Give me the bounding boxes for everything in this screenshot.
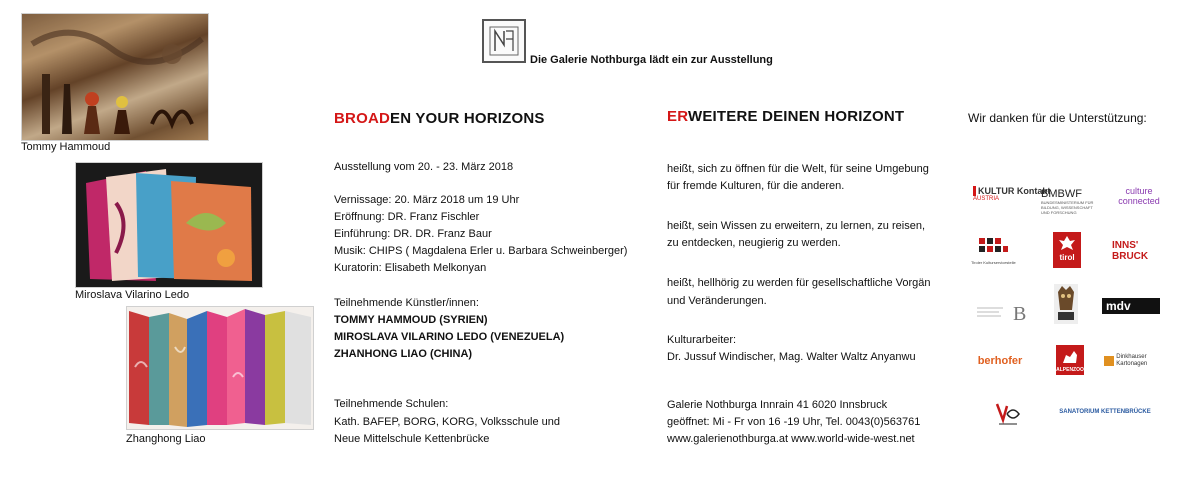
mdv-logo — [1102, 298, 1160, 314]
artist-list-item: ZHANHONG LIAO (CHINA) — [334, 348, 473, 360]
ibex-icon — [1060, 347, 1080, 365]
schools-line: Neue Mittelschule Kettenbrücke — [334, 433, 490, 445]
grid-logo-icon — [977, 236, 1009, 258]
berhofer-logo — [973, 355, 1027, 373]
artwork-ledo-image — [75, 162, 263, 288]
box-icon — [1104, 356, 1114, 366]
owl-icon — [1054, 284, 1078, 324]
sanatorium-name: SANATORIUM KETTENBRÜCKE — [1059, 409, 1151, 415]
bmbwf-name: BMBWF — [1041, 188, 1082, 200]
gallery-address: Galerie Nothburga Innrain 41 6020 Innsbruck — [667, 399, 888, 411]
folded-book-art-icon — [127, 307, 313, 429]
paragraph-line: und Veränderungen. — [667, 295, 767, 307]
alpenzoo-name: ALPENZOO — [1056, 367, 1084, 373]
introduction: Einführung: DR. DR. Franz Baur — [334, 228, 492, 240]
erweitere-title-rest: WEITERE DEINEN HORIZONT — [687, 108, 905, 125]
broaden-title-road: ROAD — [345, 110, 391, 127]
liao-caption: Zhanghong Liao — [126, 433, 206, 445]
culture-workers-heading: Kulturarbeiter: — [667, 334, 737, 346]
erweitere-title — [667, 108, 904, 125]
curator: Kuratorin: Elisabeth Melkonyan — [334, 262, 487, 274]
artists-heading: Teilnehmende Künstler/innen: — [334, 297, 479, 309]
ledo-caption: Miroslava Vilarino Ledo — [75, 289, 190, 301]
paragraph-line: zu entdecken, neugierig zu werden. — [667, 237, 841, 249]
cave-painting-figures-icon — [22, 14, 208, 140]
b-logo — [973, 300, 1033, 326]
paragraph-line: heißt, sein Wissen zu erweitern, zu lernen, zu reisen, — [667, 220, 926, 232]
broaden-title-rest: EN YOUR HORIZONS — [390, 110, 545, 127]
erweitere-title-er: ER — [667, 108, 688, 125]
tiroler-kulturservice-name: Tiroler Kulturservicestelle — [971, 260, 1016, 265]
opening: Eröffnung: DR. Franz Fischler — [334, 211, 480, 223]
broaden-title — [334, 110, 545, 127]
paragraph-line: für fremde Kulturen, für die anderen. — [667, 180, 845, 192]
berhofer-name: berhofer — [977, 355, 1023, 367]
dinkhauser-logo — [1104, 354, 1162, 376]
innsbruck-logo — [1112, 240, 1158, 266]
kulturkontakt-name: KULTUR Kontakt — [973, 186, 1033, 196]
owl-sculpture-logo — [1054, 284, 1078, 324]
schools-line: Kath. BAFEP, BORG, KORG, Volksschule und — [334, 416, 561, 428]
b-monogram-icon — [973, 300, 1033, 324]
artistic-signature-logo — [993, 400, 1023, 428]
innsbruck-name: INNS' BRUCK — [1112, 240, 1149, 262]
opening-hours: geöffnet: Mi - Fr von 16 -19 Uhr, Tel. 0043(0)563761 — [667, 416, 921, 428]
nothburga-monogram-icon — [484, 21, 524, 61]
artwork-liao-image — [126, 306, 314, 430]
hammoud-caption: Tommy Hammoud — [21, 141, 111, 153]
svg-text:B: B — [1013, 303, 1027, 324]
scribble-logo-icon — [993, 400, 1023, 428]
stacked-canvases-icon — [76, 163, 262, 287]
kulturkontakt-logo — [973, 186, 1051, 216]
bmbwf-subtitle: BUNDESMINISTERIUM FÜR BILDUNG, WISSENSCHAFT UND FORSCHUNG — [1041, 200, 1094, 215]
kulturkontakt-austria: AUSTRIA — [973, 196, 1000, 202]
invitation-title: Die Galerie Nothburga lädt ein zur Ausstellung — [530, 54, 773, 66]
mdv-name: mdv — [1106, 299, 1131, 313]
tirol-logo — [1053, 232, 1081, 268]
dinkhauser-name: Dinkhauser Kartonagen — [1116, 354, 1148, 367]
culture-workers-names: Dr. Jussuf Windischer, Mag. Walter Waltz Anyanwu — [667, 351, 916, 363]
paragraph-line: heißt, hellhörig zu werden für gesellschaftliche Vorgän — [667, 277, 931, 289]
artwork-hammoud-image — [21, 13, 209, 141]
sponsors-heading: Wir danken für die Unterstützung: — [968, 111, 1147, 125]
gallery-logo-icon — [482, 19, 526, 63]
tirol-name: tirol — [1059, 253, 1075, 262]
exhibition-dates: Ausstellung vom 20. - 23. März 2018 — [334, 161, 514, 173]
vernissage: Vernissage: 20. März 2018 um 19 Uhr — [334, 194, 520, 206]
paragraph-line: heißt, sich zu öffnen für die Welt, für seine Umgebung — [667, 163, 929, 175]
culture-connected-logo — [1111, 186, 1167, 216]
broaden-title-b: B — [334, 110, 346, 127]
eagle-icon — [1058, 235, 1076, 251]
culture-connected-name: culture connected — [1118, 186, 1160, 206]
sanatorium-logo — [1056, 409, 1154, 421]
music: Musik: CHIPS ( Magdalena Erler u. Barbara Schweinberger) — [334, 245, 628, 257]
artist-list-item: TOMMY HAMMOUD (SYRIEN) — [334, 314, 488, 326]
artist-list-item: MIROSLAVA VILARINO LEDO (VENEZUELA) — [334, 331, 565, 343]
bmbwf-logo — [1041, 188, 1099, 216]
schools-heading: Teilnehmende Schulen: — [334, 398, 449, 410]
tiroler-kulturservice-logo — [971, 236, 1015, 270]
websites: www.galerienothburga.at www.world-wide-west.net — [667, 433, 915, 445]
alpenzoo-logo — [1056, 345, 1084, 375]
